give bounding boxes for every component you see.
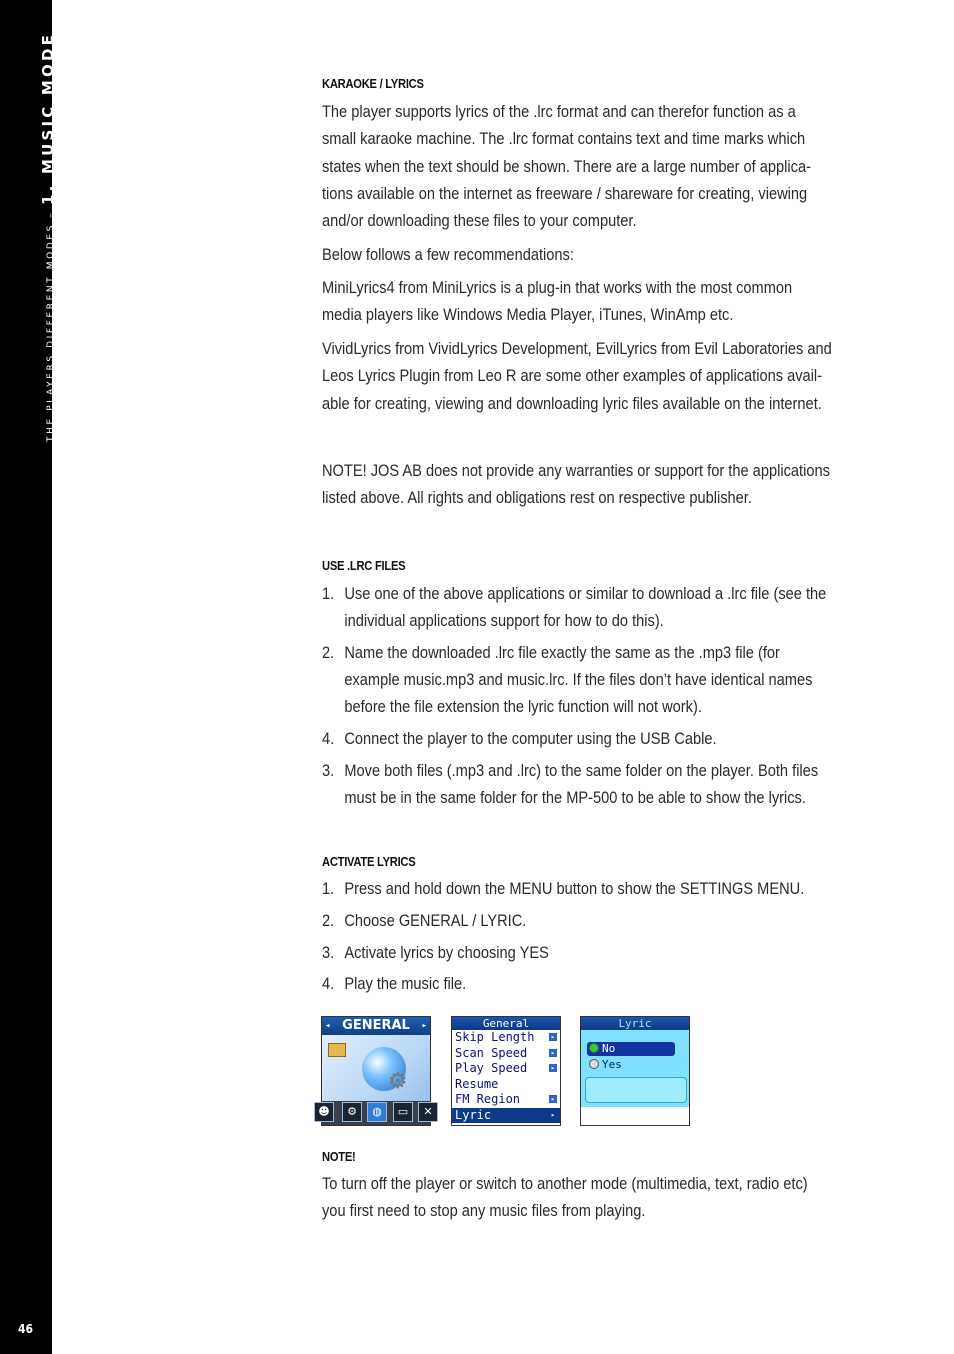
display-icon: ▭ (393, 1102, 413, 1122)
tools-icon: ✕ (418, 1102, 438, 1122)
final-note-heading: NOTE! (322, 1149, 356, 1164)
use-lrc-heading: USE .LRC FILES (322, 558, 406, 573)
lyric-title: Lyric (581, 1017, 689, 1030)
karaoke-paragraph-2: Below follows a few recommendations: (322, 245, 574, 264)
left-arrow-icon: ◂ (325, 1021, 331, 1031)
final-note-text (322, 1170, 872, 1225)
text-line: able for creating, viewing and downloading lyric files available on the internet. (322, 393, 822, 413)
warranty-note (322, 457, 872, 512)
text-line: Connect the player to the computer using the USB Cable. (344, 729, 717, 748)
submenu-arrow-icon: ▸ (550, 1110, 556, 1119)
text-line: The player supports lyrics of the .lrc format and can therefor function as a (322, 102, 796, 121)
text-line: and/or downloading these files to your computer. (322, 211, 637, 231)
option-no (587, 1042, 675, 1056)
menu-title: General (452, 1017, 560, 1030)
lyric-panel (581, 1017, 689, 1107)
radio-on-icon (589, 1043, 599, 1053)
text-line: Name the downloaded .lrc file exactly the same as the .mp3 file (for (344, 643, 780, 662)
list-text: Press and hold down the MENU button to show the SETTINGS MENU. (344, 879, 805, 898)
text-line: Move both files (.mp3 and .lrc) to the same folder on the player. Both files (344, 761, 819, 780)
text-line: VividLyrics from VividLyrics Development, EvilLyrics from Evil Laboratories and (322, 339, 832, 358)
karaoke-paragraph-1 (322, 98, 872, 234)
karaoke-paragraph-4 (322, 335, 872, 417)
menu-row-label: Play Speed (455, 1061, 528, 1075)
menu-row (452, 1046, 560, 1062)
radio-off-icon (589, 1059, 599, 1069)
text-line: Leos Lyrics Plugin from Leo R are some other examples of applications avail- (322, 366, 823, 386)
text-line: you first need to stop any music files from playing. (322, 1201, 646, 1221)
text-line: example music.mp3 and music.lrc. If the files don’t have identical names (344, 670, 813, 689)
menu-row (452, 1061, 560, 1077)
submenu-arrow-icon: ▸ (550, 1033, 556, 1041)
list-number: 4. (322, 974, 335, 993)
text-line: must be in the same folder for the MP-500 to be able to show the lyrics. (344, 788, 806, 807)
list-number: 2. (322, 643, 335, 662)
menu-row-label: Skip Length (455, 1030, 535, 1044)
menu-row (452, 1077, 560, 1093)
list-text: Play the music file. (344, 974, 467, 993)
text-line: states when the text should be shown. There are a large number of applica- (322, 156, 811, 176)
menu-row (452, 1030, 560, 1046)
submenu-arrow-icon: ▸ (550, 1095, 556, 1103)
icon-bar (318, 1101, 433, 1125)
folder-icon (328, 1043, 346, 1057)
submenu-arrow-icon: ▸ (550, 1064, 556, 1072)
text-line: listed above. All rights and obligations rest on respective publisher. (322, 488, 752, 508)
general-menu-screen-image (451, 1016, 561, 1126)
text-line: To turn off the player or switch to another mode (multimedia, text, radio etc) (322, 1174, 808, 1193)
page-number: 46 (18, 1322, 34, 1336)
menu-row-label: Lyric (455, 1107, 492, 1122)
menu-row-selected (452, 1108, 560, 1124)
list-number: 2. (322, 911, 335, 930)
menu-row-label: Resume (455, 1076, 499, 1091)
text-line: tions available on the internet as freeware / shareware for creating, viewing (322, 183, 808, 203)
text-line: MiniLyrics4 from MiniLyrics is a plug-in that works with the most common (322, 278, 793, 297)
list-text: Activate lyrics by choosing YES (344, 943, 549, 962)
option-label: Yes (602, 1058, 622, 1071)
list-number: 3. (322, 761, 335, 780)
list-number: 1. (322, 584, 335, 603)
section-big-label: 1. MUSIC MODE (39, 31, 57, 205)
karaoke-heading: KARAOKE / LYRICS (322, 76, 424, 91)
person-icon: ☻ (314, 1102, 334, 1122)
text-line: individual applications support for how to do this). (344, 611, 664, 630)
menu-row (452, 1092, 560, 1108)
settings-icon: ⚙ (342, 1102, 362, 1122)
gear-icon: ⚙ (388, 1069, 408, 1094)
menu-row-label: FM Region (455, 1092, 521, 1106)
general-title: GENERAL (322, 1017, 430, 1035)
text-line: small karaoke machine. The .lrc format contains text and time marks which (322, 129, 806, 149)
option-yes (587, 1058, 675, 1072)
sidebar (0, 0, 57, 1354)
list-number: 1. (322, 879, 335, 898)
activate-heading: ACTIVATE LYRICS (322, 854, 416, 869)
text-line: before the file extension the lyric function will not work). (344, 697, 702, 716)
general-screen-image (318, 1016, 433, 1126)
list-number: 3. (322, 943, 335, 962)
option-label: No (602, 1042, 616, 1055)
list-text: Choose GENERAL / LYRIC. (344, 911, 527, 930)
text-line: Use one of the above applications or similar to download a .lrc file (see the (344, 584, 827, 603)
lyric-screen-image (580, 1016, 690, 1126)
submenu-arrow-icon: ▸ (550, 1048, 556, 1057)
list-number: 4. (322, 729, 335, 748)
globe-settings-icon: ◍ (367, 1102, 387, 1122)
section-small-label: THE PLAYERS DIFFERENT MODES – (46, 205, 56, 442)
menu-row-label: Scan Speed (455, 1045, 528, 1060)
karaoke-paragraph-3 (322, 274, 872, 329)
section-title (38, 32, 57, 442)
right-arrow-icon: ▸ (421, 1021, 427, 1031)
text-line: media players like Windows Media Player, iTunes, WinAmp etc. (322, 305, 734, 325)
option-box (585, 1077, 687, 1103)
text-line: NOTE! JOS AB does not provide any warranties or support for the applications (322, 461, 830, 480)
